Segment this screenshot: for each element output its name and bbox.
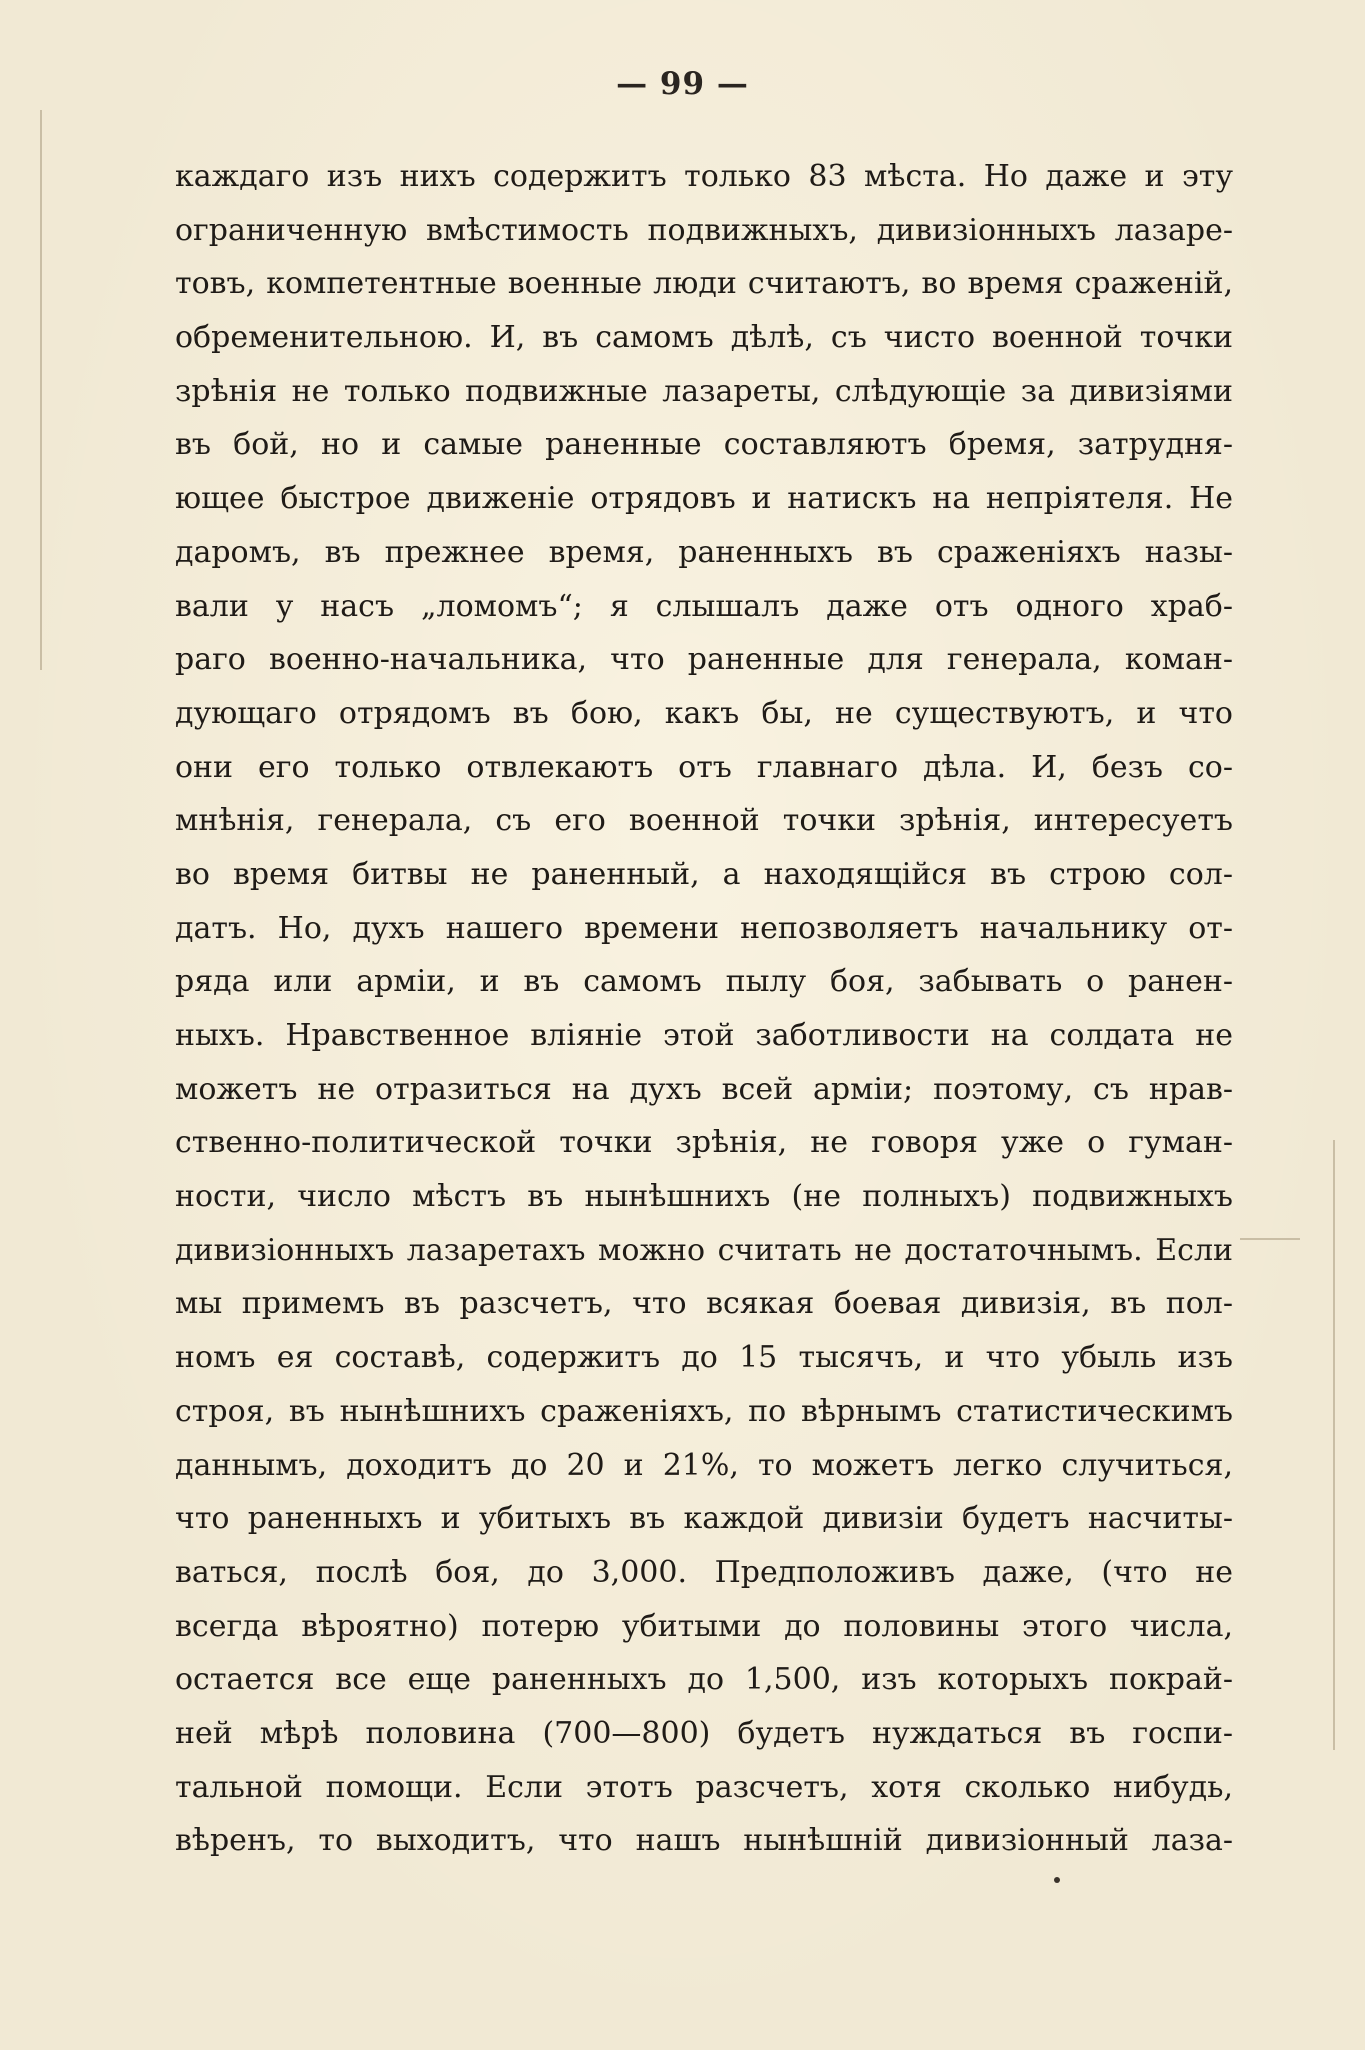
text-line: ности, число мѣстъ въ нынѣшнихъ (не полныхъ) подвижныхъ (175, 1179, 1233, 1215)
text-line: датъ. Но, духъ нашего времени непозволяетъ начальнику от- (175, 910, 1233, 946)
text-line: всегда вѣроятно) потерю убитыми до половины этого числа, (175, 1608, 1233, 1644)
text-line: номъ ея составѣ, содержитъ до 15 тысячъ, и что убыль изъ (175, 1340, 1233, 1376)
text-line: ряда или арміи, и въ самомъ пылу боя, забывать о ранен- (175, 964, 1233, 1000)
text-line: тальной помощи. Если этотъ разсчетъ, хотя сколько нибудь, (175, 1769, 1233, 1805)
text-line: ограниченную вмѣстимость подвижныхъ, дивизіонныхъ лазаре- (175, 212, 1233, 248)
text-line: что раненныхъ и убитыхъ въ каждой дивизіи будетъ насчиты- (175, 1501, 1233, 1537)
text-line: даромъ, въ прежнее время, раненныхъ въ сраженіяхъ назы- (175, 534, 1233, 570)
text-line: строя, въ нынѣшнихъ сраженіяхъ, по вѣрнымъ статистическимъ (175, 1393, 1233, 1429)
text-line: дующаго отрядомъ въ бою, какъ бы, не существуютъ, и что (175, 695, 1233, 731)
ink-speck (1054, 1877, 1060, 1883)
right-margin-tick (1240, 1238, 1300, 1240)
text-line: ваться, послѣ боя, до 3,000. Предположивъ даже, (что не (175, 1554, 1233, 1590)
text-line: во время битвы не раненный, а находящійся въ строю сол- (175, 856, 1233, 892)
text-line: зрѣнія не только подвижные лазареты, слѣдующіе за дивизіями (175, 373, 1233, 409)
text-line: товъ, компетентные военные люди считаютъ, во время сраженій, (175, 266, 1233, 302)
text-line: ней мѣрѣ половина (700—800) будетъ нуждаться въ госпи- (175, 1715, 1233, 1751)
text-line: мы примемъ въ разсчетъ, что всякая боевая дивизія, въ пол- (175, 1286, 1233, 1322)
text-line: ственно-политической точки зрѣнія, не говоря уже о гуман- (175, 1125, 1233, 1161)
text-line: дивизіонныхъ лазаретахъ можно считать не достаточнымъ. Если (175, 1232, 1233, 1268)
text-line: раго военно-начальника, что раненные для генерала, коман- (175, 642, 1233, 678)
body-text (175, 150, 1233, 1868)
text-line: ныхъ. Нравственное вліяніе этой заботливости на солдата не (175, 1018, 1233, 1053)
text-line: ющее быстрое движеніе отрядовъ и натискъ на непріятеля. Не (175, 481, 1233, 517)
text-line: мнѣнія, генерала, съ его военной точки зрѣнія, интересуетъ (175, 803, 1233, 839)
text-line: каждаго изъ нихъ содержитъ только 83 мѣста. Но даже и эту (175, 159, 1233, 194)
text-line: они его только отвлекаютъ отъ главнаго дѣла. И, безъ со- (175, 749, 1233, 785)
text-line: можетъ не отразиться на духъ всей арміи; поэтому, съ нрав- (175, 1071, 1233, 1107)
text-line: даннымъ, доходитъ до 20 и 21%, то можетъ легко случиться, (175, 1447, 1233, 1483)
text-line: въ бой, но и самые раненные составляютъ бремя, затрудня- (175, 427, 1233, 463)
text-line: вѣренъ, то выходитъ, что нашъ нынѣшній дивизіонный лаза- (175, 1823, 1233, 1859)
text-line: остается все еще раненныхъ до 1,500, изъ которыхъ покрай- (175, 1662, 1233, 1698)
right-page-edge (1333, 1140, 1335, 1750)
left-page-edge (40, 110, 42, 670)
text-line: обременительною. И, въ самомъ дѣлѣ, съ чисто военной точки (175, 320, 1233, 356)
text-line: вали у насъ „ломомъ“; я слышалъ даже отъ одного храб- (175, 588, 1233, 624)
page-number: — 99 — (616, 66, 749, 102)
